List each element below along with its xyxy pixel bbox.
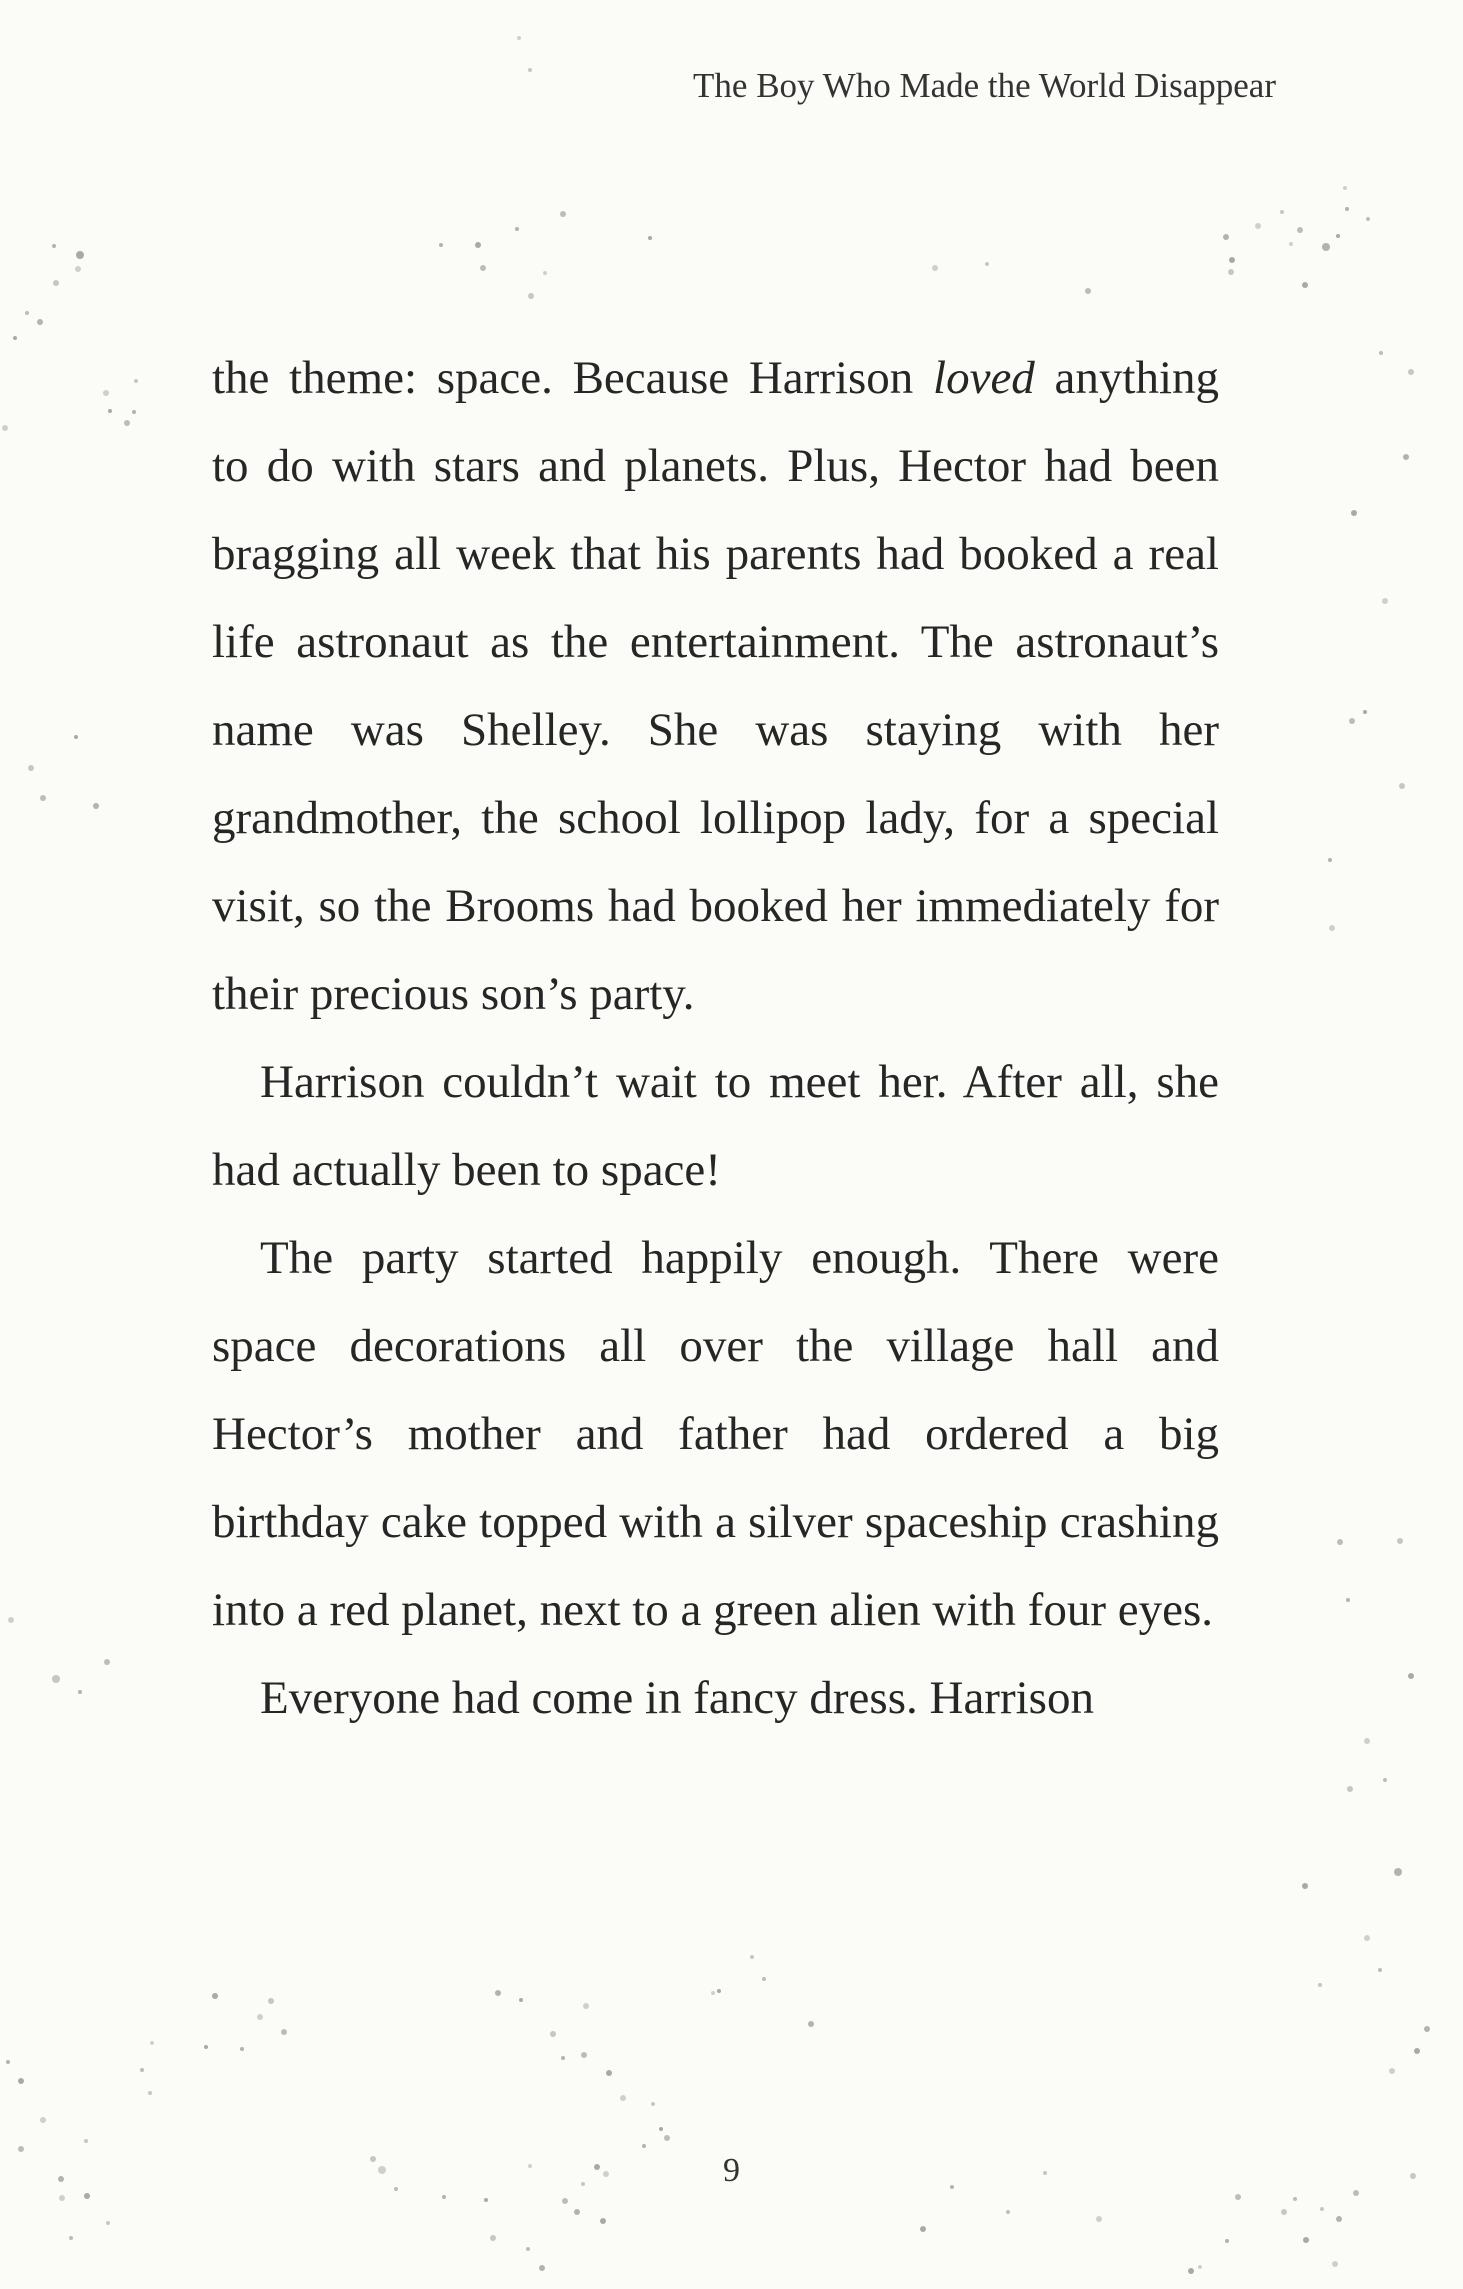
star-dot: [620, 2095, 626, 2101]
star-dot: [1293, 2197, 1297, 2201]
star-dot: [1382, 598, 1388, 604]
star-dot: [75, 266, 81, 272]
star-dot: [480, 265, 486, 271]
star-dot: [1188, 2268, 1194, 2274]
star-dot: [562, 2198, 568, 2204]
star-dot: [1424, 2026, 1430, 2032]
star-dot: [1281, 2209, 1287, 2215]
star-dot: [517, 36, 521, 40]
star-dot: [1336, 2216, 1342, 2222]
star-dot: [257, 2014, 263, 2020]
star-dot: [581, 2052, 587, 2058]
star-dot: [1223, 234, 1229, 240]
star-dot: [1414, 2048, 1420, 2054]
star-dot: [104, 1659, 110, 1665]
star-dot: [515, 227, 519, 231]
star-dot: [124, 420, 130, 426]
star-dot: [1096, 2216, 1102, 2222]
star-dot: [1383, 1778, 1387, 1782]
star-dot: [1289, 242, 1293, 246]
star-dot: [711, 1991, 715, 1995]
star-dot: [74, 735, 78, 739]
star-dot: [53, 280, 59, 286]
star-dot: [40, 2117, 46, 2123]
star-dot: [932, 265, 938, 271]
star-dot: [1353, 2190, 1359, 2196]
star-dot: [606, 2070, 612, 2076]
star-dot: [543, 271, 547, 275]
star-dot: [550, 2031, 556, 2037]
star-dot: [1302, 282, 1308, 288]
paragraph-3: The party started happily enough. There were space decorations all over the village hall and Hector’s mother and father had ordered a big birthday cake topped with a silver spaceship crashing into a red planet, next to a green alien with four eyes.: [212, 1232, 1219, 1636]
star-dot: [212, 1993, 218, 1999]
star-dot: [1364, 1935, 1370, 1941]
star-dot: [574, 2209, 580, 2215]
star-dot: [84, 2139, 88, 2143]
star-dot: [495, 1990, 501, 1996]
star-dot: [1345, 207, 1349, 211]
star-dot: [240, 2047, 244, 2051]
star-dot: [1228, 269, 1234, 275]
star-dot: [1085, 288, 1091, 294]
star-dot: [762, 1977, 766, 1981]
star-dot: [1229, 257, 1235, 263]
star-dot: [1320, 2207, 1324, 2211]
star-dot: [808, 2021, 814, 2027]
star-dot: [52, 244, 56, 248]
star-dot: [1280, 210, 1284, 214]
star-dot: [204, 2045, 208, 2049]
paragraph-4: Everyone had come in fancy dress. Harrison: [260, 1672, 1094, 1724]
star-dot: [1337, 1539, 1343, 1545]
star-dot: [78, 1690, 82, 1694]
star-dot: [528, 68, 532, 72]
emphasized-word: loved: [933, 352, 1035, 404]
star-dot: [1364, 1738, 1370, 1744]
paragraph-2: Harrison couldn’t wait to meet her. After all, she had actually been to space!: [212, 1056, 1219, 1196]
star-dot: [1303, 2237, 1309, 2243]
star-dot: [1399, 783, 1405, 789]
star-dot: [1235, 2194, 1241, 2200]
star-dot: [18, 2078, 24, 2084]
star-dot: [281, 2029, 287, 2035]
star-dot: [1343, 186, 1347, 190]
star-dot: [52, 1675, 60, 1683]
star-dot: [1329, 925, 1335, 931]
star-dot: [642, 2144, 646, 2148]
star-dot: [59, 2195, 65, 2201]
star-dot: [539, 2265, 545, 2271]
star-dot: [651, 2102, 655, 2106]
star-dot: [1378, 1968, 1382, 1972]
star-dot: [93, 803, 99, 809]
star-dot: [1397, 1538, 1403, 1544]
body-text: [212, 334, 1219, 1742]
star-dot: [268, 1998, 274, 2004]
star-dot: [1006, 2210, 1010, 2214]
star-dot: [13, 336, 17, 340]
star-dot: [1408, 369, 1414, 375]
star-dot: [134, 379, 138, 383]
star-dot: [920, 2226, 926, 2232]
star-dot: [600, 2218, 606, 2224]
star-dot: [560, 211, 566, 217]
star-dot: [28, 765, 34, 771]
star-dot: [717, 1989, 721, 1993]
star-dot: [1322, 243, 1330, 251]
paragraph-1-lead: the theme: space. Because Harrison: [212, 352, 934, 404]
star-dot: [2, 425, 8, 431]
star-dot: [69, 2236, 73, 2240]
star-dot: [583, 2003, 589, 2009]
star-dot: [985, 262, 989, 266]
star-dot: [150, 2041, 154, 2045]
star-dot: [1351, 510, 1357, 516]
star-dot: [659, 2127, 663, 2131]
star-dot: [1408, 1673, 1414, 1679]
star-dot: [1255, 223, 1261, 229]
star-dot: [439, 243, 443, 247]
star-dot: [561, 2056, 565, 2060]
star-dot: [148, 2091, 152, 2095]
star-dot: [84, 2193, 90, 2199]
star-dot: [1332, 2261, 1338, 2267]
star-dot: [108, 409, 112, 413]
star-dot: [1389, 2068, 1395, 2074]
star-dot: [528, 293, 534, 299]
star-dot: [132, 410, 136, 414]
star-dot: [140, 2068, 144, 2072]
star-dot: [1403, 454, 1409, 460]
star-dot: [1363, 710, 1367, 714]
page-number: 9: [723, 2152, 740, 2189]
star-dot: [1297, 227, 1303, 233]
star-dot: [1336, 234, 1340, 238]
star-dot: [1225, 2239, 1229, 2243]
star-dot: [1394, 1868, 1402, 1876]
star-dot: [1379, 351, 1383, 355]
star-dot: [103, 390, 109, 396]
star-dot: [750, 1955, 754, 1959]
star-dot: [475, 242, 481, 248]
star-dot: [40, 795, 46, 801]
star-dot: [1198, 2265, 1202, 2269]
star-dot: [6, 2060, 10, 2064]
star-dot: [519, 1998, 523, 2002]
star-dot: [76, 251, 84, 259]
star-dot: [648, 236, 652, 240]
star-dot: [664, 2135, 670, 2141]
star-dot: [484, 2198, 488, 2202]
paragraph-1-rest: anything to do with stars and planets. Plus, Hector had been bragging all week that his parents had booked a real life astronaut as the entertainment. The astronaut’s name was Shelley. She was staying with her grandmother, the school lollipop lady, for a special visit, so the Brooms had booked her immediately for their precious son’s party.: [212, 352, 1219, 1020]
star-dot: [1346, 1598, 1350, 1602]
star-dot: [106, 2221, 110, 2225]
star-dot: [490, 2235, 496, 2241]
star-dot: [1366, 217, 1370, 221]
star-dot: [1347, 1786, 1353, 1792]
star-dot: [1349, 718, 1355, 724]
star-dot: [526, 2247, 530, 2251]
star-dot: [1328, 858, 1332, 862]
star-dot: [8, 1617, 14, 1623]
running-header: The Boy Who Made the World Disappear: [693, 66, 1276, 105]
star-dot: [1318, 1983, 1322, 1987]
star-dot: [1302, 1883, 1308, 1889]
star-dot: [25, 311, 29, 315]
star-dot: [442, 2195, 446, 2199]
paragraph-1: [212, 334, 1219, 1038]
star-dot: [37, 319, 43, 325]
